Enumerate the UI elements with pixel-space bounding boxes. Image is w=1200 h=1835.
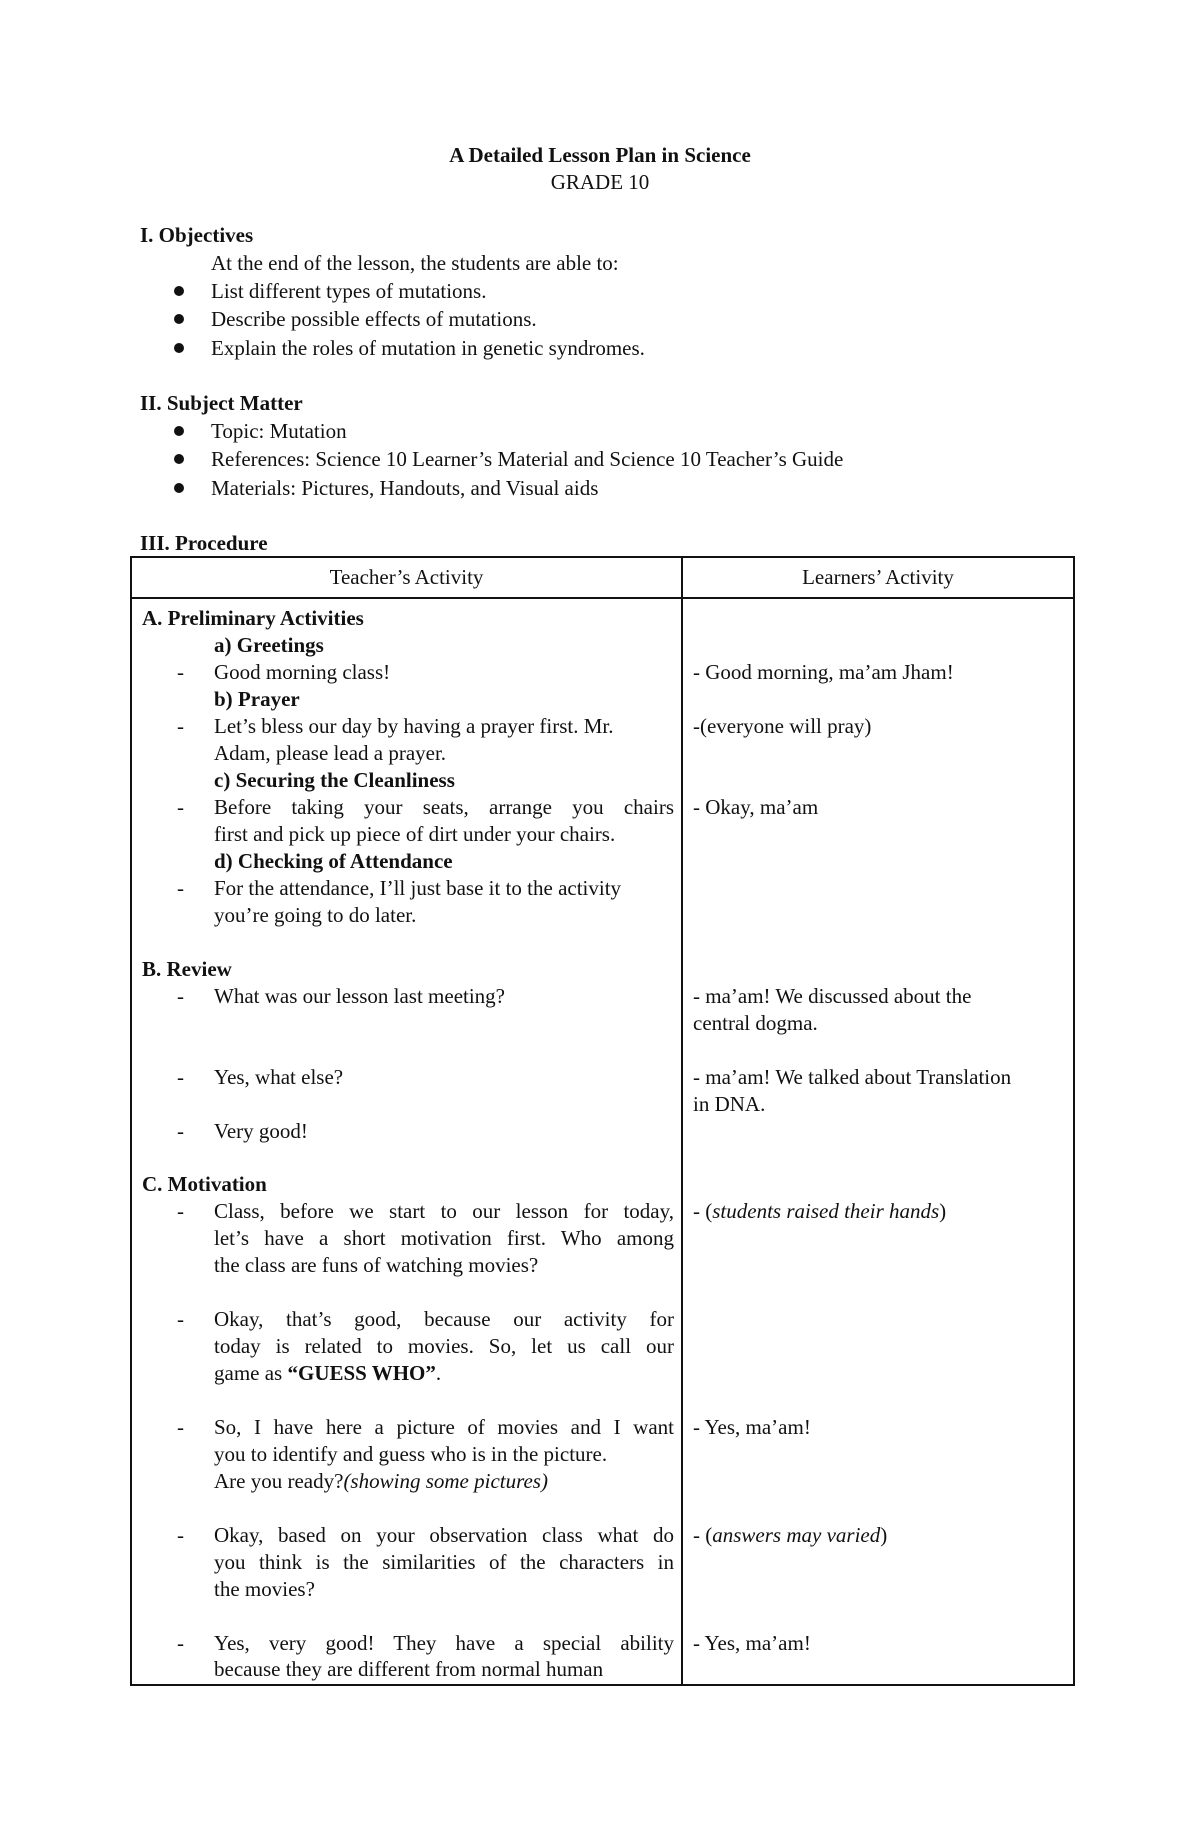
learner-text: ) — [939, 1199, 947, 1223]
objective-item: Describe possible effects of mutations. — [211, 307, 537, 331]
learner-activity-header: Learners’ Activity — [682, 557, 1074, 598]
table-header-row — [131, 557, 1074, 598]
teacher-line: Very good! — [214, 1119, 308, 1143]
stage-direction: students raised their hands — [712, 1199, 940, 1223]
section-b-heading: B. Review — [142, 957, 232, 981]
subject-matter-heading: II. Subject Matter — [140, 391, 303, 415]
dash: - — [177, 876, 184, 900]
objectives-intro: At the end of the lesson, the students are able to: — [211, 251, 619, 275]
objectives-heading: I. Objectives — [140, 223, 254, 247]
learner-response: - ma’am! We talked about Translation — [693, 1065, 1012, 1089]
teacher-line: Okay, that’s good, because our activity for — [214, 1307, 674, 1331]
dash: - — [177, 1631, 184, 1655]
teacher-text: . — [435, 1361, 442, 1385]
teacher-line: first and pick up piece of dirt under your chairs. — [214, 822, 616, 846]
attendance-heading: d) Checking of Attendance — [214, 849, 453, 873]
teacher-text: Are you ready? — [214, 1469, 344, 1493]
teacher-line-game — [214, 1360, 441, 1387]
bullet-icon — [174, 426, 184, 436]
bullet-icon — [174, 454, 184, 464]
procedure-heading: III. Procedure — [140, 531, 268, 555]
teacher-line: because they are different from normal human — [214, 1657, 604, 1681]
learner-response: - Okay, ma’am — [693, 795, 819, 819]
grade-level: GRADE 10 — [550, 170, 650, 194]
teacher-line-ready — [214, 1468, 548, 1495]
procedure-table — [130, 556, 1075, 1686]
subject-item-materials: Materials: Pictures, Handouts, and Visual aids — [211, 476, 599, 500]
teacher-line: Yes, very good! They have a special ability — [214, 1631, 674, 1655]
learner-text: - ( — [693, 1523, 713, 1547]
learner-response: - Yes, ma’am! — [693, 1631, 811, 1655]
dash: - — [177, 1307, 184, 1331]
teacher-line: Yes, what else? — [214, 1065, 344, 1089]
learner-response: - ma’am! We discussed about the — [693, 984, 972, 1008]
dash: - — [177, 1199, 184, 1223]
teacher-line: you think is the similarities of the characters in — [214, 1550, 674, 1574]
dash: - — [177, 660, 184, 684]
teacher-line: today is related to movies. So, let us call our — [214, 1334, 674, 1358]
learner-response: - Yes, ma’am! — [693, 1415, 811, 1439]
teacher-line: let’s have a short motivation first. Who among — [214, 1226, 674, 1250]
greetings-heading: a) Greetings — [214, 633, 324, 657]
objective-item: List different types of mutations. — [211, 279, 487, 303]
dash: - — [177, 1523, 184, 1547]
dash: - — [177, 984, 184, 1008]
teacher-line: the movies? — [214, 1577, 315, 1601]
cleanliness-heading: c) Securing the Cleanliness — [214, 768, 455, 792]
teacher-line: you’re going to do later. — [214, 903, 417, 927]
teacher-activity-cell — [131, 598, 682, 1685]
bullet-icon — [174, 343, 184, 353]
bullet-icon — [174, 314, 184, 324]
dash: - — [177, 1415, 184, 1439]
learner-response: in DNA. — [693, 1092, 766, 1116]
teacher-text: game as — [214, 1361, 288, 1385]
learner-response: - Good morning, ma’am Jham! — [693, 660, 954, 684]
learner-text: - ( — [693, 1199, 713, 1223]
stage-direction: (showing some pictures) — [343, 1469, 548, 1493]
teacher-line: Before taking your seats, arrange you chairs — [214, 795, 674, 819]
learner-activity-cell — [682, 598, 1074, 1685]
dash: - — [177, 714, 184, 738]
section-a-heading: A. Preliminary Activities — [142, 606, 364, 630]
learner-response: -(everyone will pray) — [693, 714, 872, 738]
learner-text: ) — [880, 1523, 888, 1547]
section-c-heading: C. Motivation — [142, 1172, 267, 1196]
teacher-line: Good morning class! — [214, 660, 391, 684]
teacher-line: What was our lesson last meeting? — [214, 984, 506, 1008]
teacher-line: For the attendance, I’ll just base it to the activity — [214, 876, 622, 900]
teacher-line: the class are funs of watching movies? — [214, 1253, 539, 1277]
prayer-heading: b) Prayer — [214, 687, 300, 711]
dash: - — [177, 1065, 184, 1089]
teacher-line: So, I have here a picture of movies and I want — [214, 1415, 674, 1439]
subject-item-references: References: Science 10 Learner’s Material and Science 10 Teacher’s Guide — [211, 447, 844, 471]
learner-response — [693, 1522, 887, 1549]
teacher-line: you to identify and guess who is in the picture. — [214, 1442, 608, 1466]
document-title: A Detailed Lesson Plan in Science — [449, 143, 751, 167]
dash: - — [177, 795, 184, 819]
game-name: “GUESS WHO” — [287, 1361, 436, 1385]
table-row — [131, 598, 1074, 1685]
bullet-icon — [174, 483, 184, 493]
learner-response — [693, 1198, 946, 1225]
subject-item-topic: Topic: Mutation — [211, 419, 347, 443]
objective-item: Explain the roles of mutation in genetic syndromes. — [211, 336, 645, 360]
stage-direction: answers may varied — [712, 1523, 881, 1547]
dash: - — [177, 1119, 184, 1143]
teacher-line: Adam, please lead a prayer. — [214, 741, 447, 765]
teacher-line: Class, before we start to our lesson for today, — [214, 1199, 674, 1223]
teacher-activity-header: Teacher’s Activity — [131, 557, 682, 598]
bullet-icon — [174, 286, 184, 296]
learner-response: central dogma. — [693, 1011, 818, 1035]
teacher-line: Let’s bless our day by having a prayer first. Mr. — [214, 714, 614, 738]
teacher-line: Okay, based on your observation class what do — [214, 1523, 674, 1547]
